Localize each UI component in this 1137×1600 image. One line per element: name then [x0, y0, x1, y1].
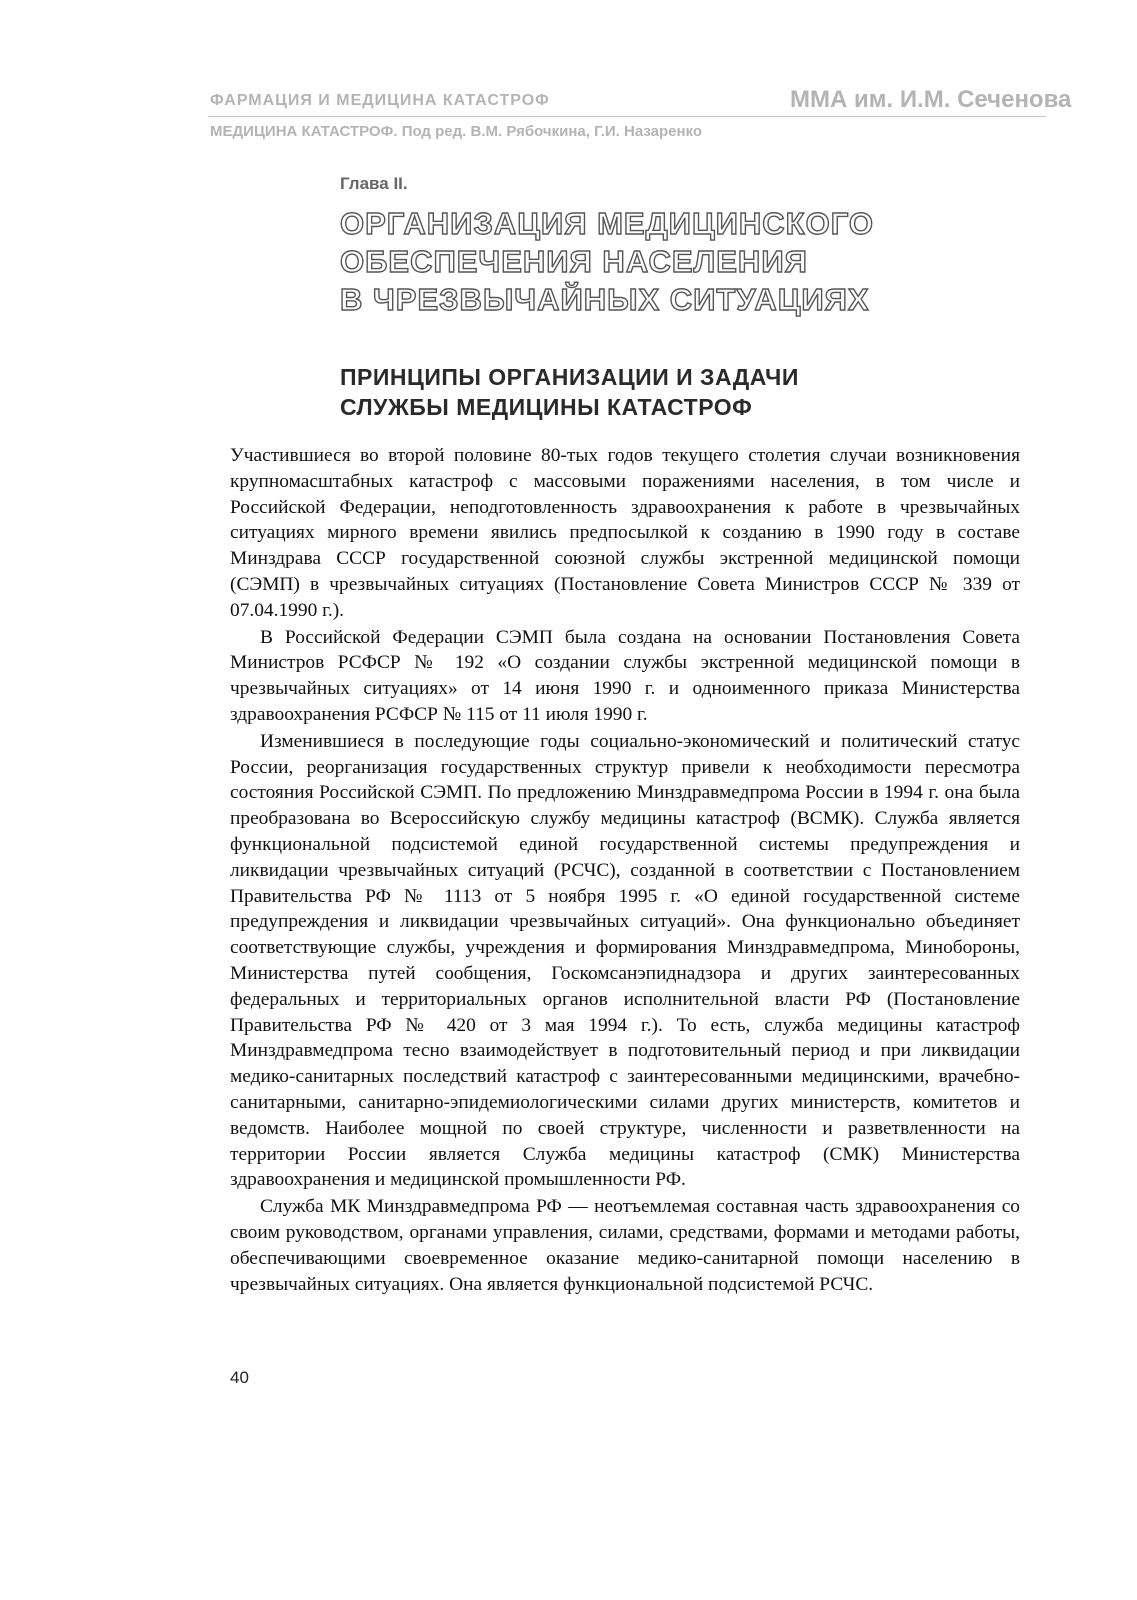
page-number: 40 — [230, 1368, 249, 1387]
chapter-label: Глава II. — [340, 174, 408, 193]
chapter-title-line: В ЧРЕЗВЫЧАЙНЫХ СИТУАЦИЯХ — [340, 282, 870, 317]
paragraph: В Российской Федерации СЭМП была создана на основании Постановления Совета Министров РСФСР № 192 «О создании службы экстренной медицинской помощи в чрезвычайных ситуациях» от 14 июня 1990 г. и одноименного приказа Министерства здравоохранения РСФСР № 115 от 11 июля 1990 г. — [230, 626, 1020, 725]
section-title — [340, 362, 940, 422]
header-divider — [208, 116, 1046, 117]
chapter-title-line: ОРГАНИЗАЦИЯ МЕДИЦИНСКОГО — [340, 206, 874, 241]
section-title-line: СЛУЖБЫ МЕДИЦИНЫ КАТАСТРОФ — [340, 394, 753, 420]
publisher-name: ММА им. И.М. Сеченова — [790, 86, 1072, 113]
section-title-line: ПРИНЦИПЫ ОРГАНИЗАЦИИ И ЗАДАЧИ — [340, 364, 799, 390]
chapter-title — [340, 205, 940, 319]
paragraph: Изменившиеся в последующие годы социально-экономический и политический статус России, реорганизация государственных структур привели к необходимости пересмотра состояния Российской СЭМП. По предложению Минздравмедпрома России в 1994 г. она была преобразована во Всероссийскую службу медицины катастроф (ВСМК). Служба является функциональной подсистемой единой государственной системы предупреждения и ликвидации чрезвычайных ситуаций (РСЧС), созданной в соответствии с Постановлением Правительства РФ № 1113 от 5 ноября 1995 г. «О единой государственной системе предупреждения и ликвидации чрезвычайных ситуаций». Она функционально объединяет соответствующие службы, учреждения и формирования Минздравмедпрома, Минобороны, Министерства путей сообщения, Госкомсанэпиднадзора и других заинтересованных федеральных и территориальных органов исполнительной власти РФ (Постановление Правительства РФ № 420 от 3 мая 1994 г.). То есть, служба медицины катастроф Минздравмедпрома тесно взаимодействует в подготовительный период и при ликвидации медико-санитарных последствий катастроф с заинтересованными медицинскими, врачебно-санитарными, санитарно-эпидемиологическими силами других министерств, комитетов и ведомств. Наиболее мощной по своей структуре, численности и разветвленности на территории России является Служба медицины катастроф (СМК) Министерства здравоохранения и медицинской промышленности РФ. — [230, 730, 1020, 1191]
body-text — [230, 443, 1020, 1298]
paragraph: Служба МК Минздравмедпрома РФ — неотъемлемая составная часть здравоохранения со своим руководством, органами управления, силами, средствами, формами и методами работы, обеспечивающими своевременное оказание медико-санитарной помощи населению в чрезвычайных ситуациях. Она является функциональной подсистемой РСЧС. — [230, 1196, 1020, 1295]
chapter-title-line: ОБЕСПЕЧЕНИЯ НАСЕЛЕНИЯ — [340, 244, 808, 279]
paragraph: Участившиеся во второй половине 80-тых годов текущего столетия случаи возникновения крупномасштабных катастроф с массовыми поражениями населения, в том числе и Российской Федерации, неподготовленность здравоохранения к работе в чрезвычайных ситуациях мирного времени явились предпосылкой к созданию в 1990 году в составе Минздрава СССР государственной союзной службы экстренной медицинской помощи (СЭМП) в чрезвычайных ситуациях (Постановление Совета Министров СССР № 339 от 07.04.1990 г.). — [230, 445, 1020, 621]
book-subtitle: МЕДИЦИНА КАТАСТРОФ. Под ред. В.М. Рябочкина, Г.И. Назаренко — [210, 123, 703, 140]
book-title: ФАРМАЦИЯ И МЕДИЦИНА КАТАСТРОФ — [210, 92, 550, 109]
